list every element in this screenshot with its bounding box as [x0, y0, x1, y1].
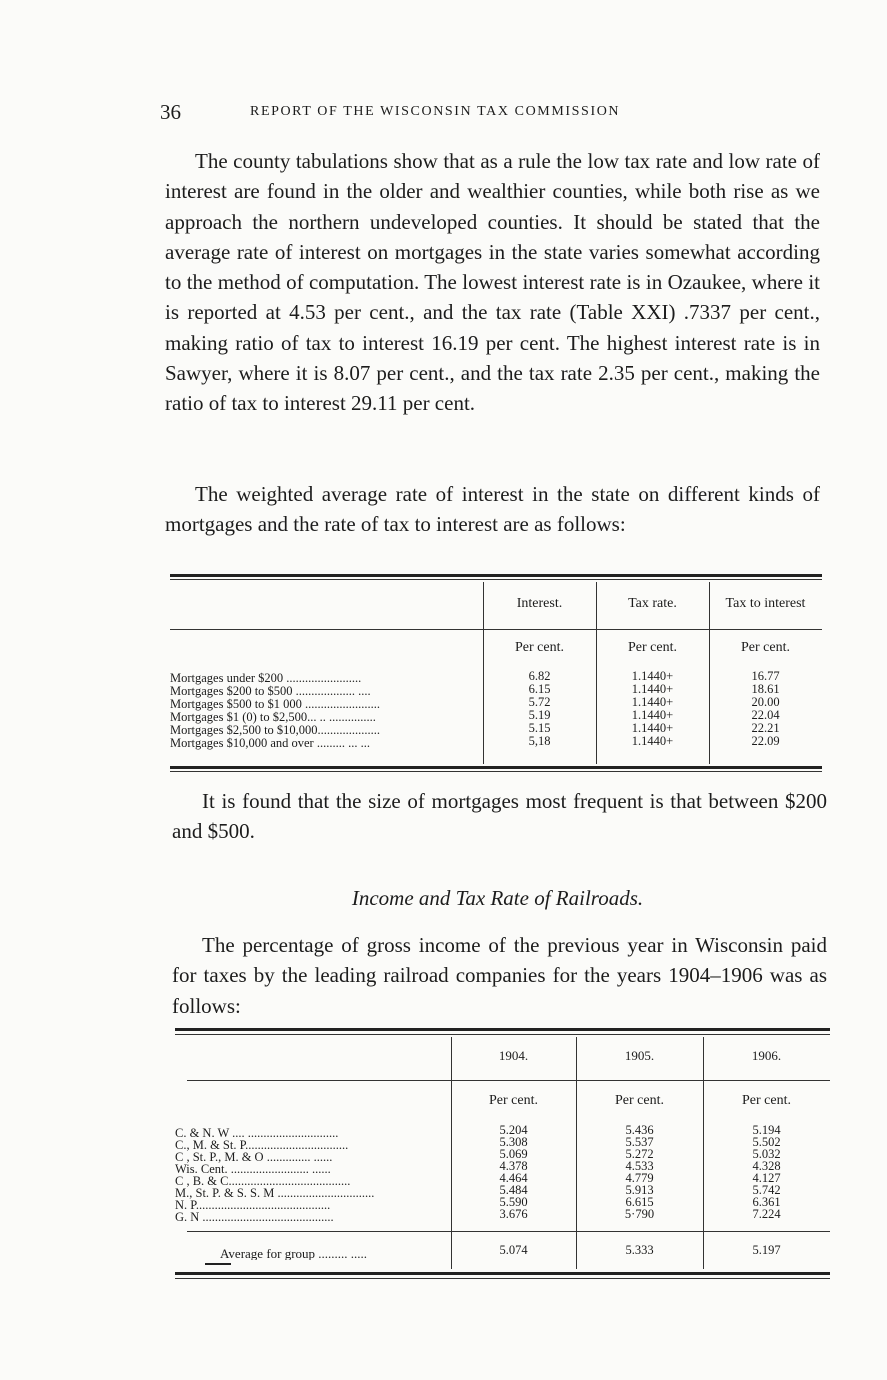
section-heading: Income and Tax Rate of Railroads. — [351, 886, 644, 910]
row-label: Mortgages under $200 ........................ — [170, 672, 362, 685]
table-cell: 5.72 — [528, 695, 551, 709]
mortgage-rate-table — [170, 574, 822, 774]
paragraph-weighted-average: The weighted average rate of interest in the state on different kinds of mortgages and the rate of tax to interest are as follows: — [165, 482, 820, 537]
table-cell: 1.1440+ — [631, 682, 674, 696]
table-cell: 4.127 — [752, 1171, 781, 1185]
table-cell: 1.1440+ — [631, 669, 674, 683]
table-cell: 5.15 — [528, 721, 551, 735]
row-label: M., St. P. & S. S. M ............................... — [175, 1187, 375, 1200]
column-header-1905: 1905. — [624, 1048, 655, 1063]
column-header-interest: Interest. — [516, 596, 563, 611]
table-cell: 5.537 — [625, 1135, 654, 1149]
table-cell: 1.1440+ — [631, 695, 674, 709]
table-cell: 4.328 — [752, 1159, 781, 1173]
paragraph-railroad-taxes: The percentage of gross income of the previous year in Wisconsin paid for taxes by the leading railroad companies for the years 1904–1906 was as follows: — [172, 933, 827, 1018]
page-number: 36 — [160, 100, 181, 124]
row-label: Wis. Cent. ......................... ...... — [175, 1163, 331, 1176]
unit-label: Per cent. — [741, 640, 790, 655]
table-cell: 4.533 — [625, 1159, 654, 1173]
row-label: C , B. & C....................................... — [175, 1175, 351, 1188]
table-cell: 22.04 — [751, 708, 780, 722]
table-cell: 5·790 — [624, 1207, 655, 1221]
railroad-tax-table — [175, 1028, 830, 1284]
table-cell: 4.378 — [499, 1159, 528, 1173]
table-cell: 1.1440+ — [631, 734, 674, 748]
column-header-1906: 1906. — [751, 1048, 782, 1063]
table-cell: 6.361 — [752, 1195, 781, 1209]
column-header-tax-rate: Tax rate. — [628, 596, 677, 611]
unit-label: Per cent. — [615, 1093, 664, 1108]
running-title: REPORT OF THE WISCONSIN TAX COMMISSION — [250, 104, 621, 119]
table-cell: 20.00 — [751, 695, 780, 709]
table-cell: 4.464 — [499, 1171, 528, 1185]
table-cell: 5.194 — [752, 1123, 781, 1137]
paragraph-county-tabulations: The county tabulations show that as a rule the low tax rate and low rate of interest are found in the older and wealthier counties, while both rise as we approach the northern undeveloped counties. It should be stated that the average rate of interest on mortgages in the state varies somewhat according to the method of computation. The lowest interest rate is in Ozaukee, where it is reported at 4.53 per cent., and the tax rate (Table XXI) .7337 per cent., making ratio of tax to interest 16.19 per cent. The highest interest rate is in Sawyer, where it is 8.07 per cent., and the tax rate 2.35 per cent., making the ratio of tax to interest 29.11 per cent. — [165, 149, 820, 416]
row-label: C., M. & St. P................................. — [175, 1139, 349, 1152]
row-label: N. P........................................... — [175, 1199, 331, 1212]
table-cell: 6.15 — [528, 682, 551, 696]
table-cell: 1.1440+ — [631, 721, 674, 735]
row-label: Mortgages $1 (0) to $2,500... .. ............... — [170, 711, 376, 724]
table-cell: 5.204 — [499, 1123, 528, 1137]
table-cell: 5.502 — [752, 1135, 781, 1149]
row-label: C , St. P., M. & O .............. ...... — [175, 1151, 333, 1164]
table-cell: 5.742 — [752, 1183, 781, 1197]
average-cell: 5.333 — [625, 1243, 654, 1257]
table-cell: 6.615 — [625, 1195, 654, 1209]
table-cell: 16.77 — [751, 669, 780, 683]
table-cell: 5.069 — [499, 1147, 528, 1161]
table-cell: 1.1440+ — [631, 708, 674, 722]
row-label: Mortgages $500 to $1 000 ........................ — [170, 698, 381, 711]
unit-label: Per cent. — [742, 1093, 791, 1108]
average-row-label: Average for group ......... ..... — [220, 1247, 368, 1260]
table-cell: 5.308 — [499, 1135, 528, 1149]
column-header-1904: 1904. — [498, 1048, 529, 1063]
row-label: G. N .......................................... — [175, 1211, 334, 1224]
table-cell: 18.61 — [751, 682, 780, 696]
table-cell: 4.779 — [625, 1171, 654, 1185]
average-cell: 5.197 — [752, 1243, 781, 1257]
page-header — [160, 100, 820, 124]
table-cell: 7.224 — [752, 1207, 781, 1221]
unit-label: Per cent. — [489, 1093, 538, 1108]
table-cell: 22.21 — [751, 721, 780, 735]
table-cell: 5.436 — [625, 1123, 654, 1137]
table-cell: 5.272 — [625, 1147, 654, 1161]
table-cell: 5,18 — [528, 734, 551, 748]
row-label: Mortgages $200 to $500 ................... .... — [170, 685, 371, 698]
table-cell: 5.484 — [499, 1183, 528, 1197]
table-cell: 6.82 — [528, 669, 551, 683]
row-label: Mortgages $2,500 to $10,000.................... — [170, 724, 381, 737]
table-cell: 3.676 — [499, 1207, 528, 1221]
table-cell: 5.913 — [625, 1183, 654, 1197]
column-header-tax-to-interest: Tax to interest — [725, 596, 806, 611]
unit-label: Per cent. — [628, 640, 677, 655]
table-cell: 22.09 — [751, 734, 780, 748]
average-cell: 5.074 — [499, 1243, 528, 1257]
row-label: Mortgages $10,000 and over ......... ... ... — [170, 737, 370, 750]
table-cell: 5.032 — [752, 1147, 781, 1161]
row-label: C. & N. W .... ............................. — [175, 1127, 339, 1140]
table-cell: 5.19 — [528, 708, 551, 722]
paragraph-mortgage-size: It is found that the size of mortgages most frequent is that between $200 and $500. — [172, 789, 827, 844]
table-cell: 5.590 — [499, 1195, 528, 1209]
unit-label: Per cent. — [515, 640, 564, 655]
